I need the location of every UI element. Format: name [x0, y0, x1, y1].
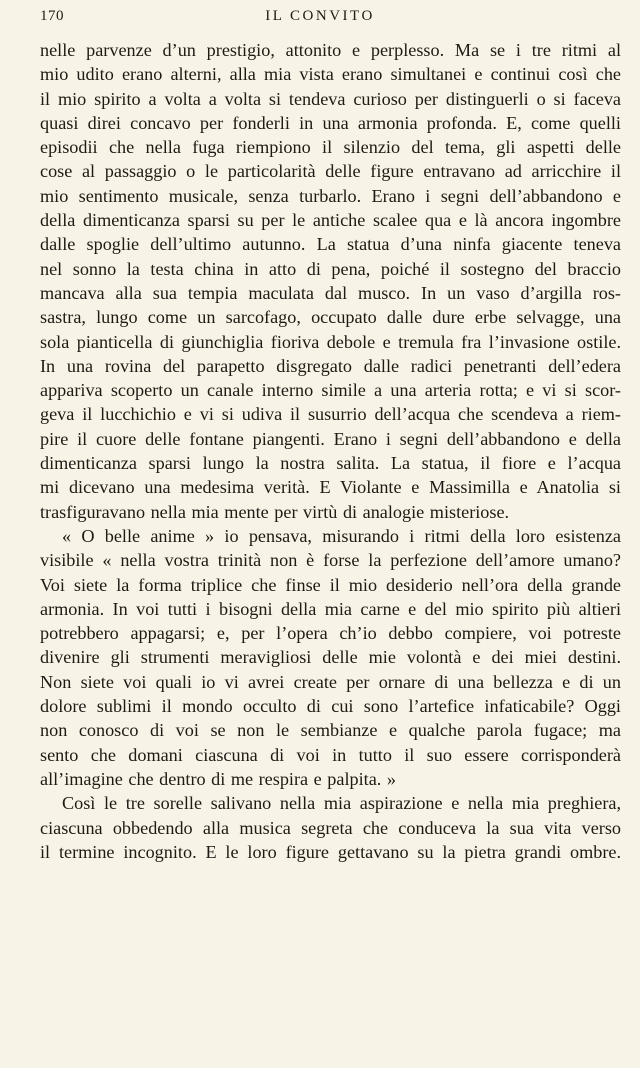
text-line: il mio spirito a volta a volta si tendeva curioso per distinguerli o si faceva	[40, 88, 621, 109]
text-line: pire il cuore delle fontane piangenti. Erano i segni dell’abbandono e della	[40, 428, 621, 449]
text-line: il termine incognito. E le loro figure gettavano su la pietra grandi ombre.	[40, 841, 621, 862]
text-line: dolore sublimi il mondo occulto di cui sono l’artefice infaticabile? Oggi	[40, 696, 621, 717]
text-line: armonia. In voi tutti i bisogni della mia carne e del mio spirito più altieri	[40, 598, 621, 619]
text-line: della dimenticanza sparsi su per le antiche scalee qua e là ancora ingombre	[40, 210, 621, 231]
text-line: Così le tre sorelle salivano nella mia aspirazione e nella mia preghiera,	[62, 793, 621, 814]
text-line: cose al passaggio o le particolarità delle figure entravano ad arricchire il	[40, 161, 621, 182]
text-line: « O belle anime » io pensava, misurando i ritmi della loro esistenza	[62, 525, 621, 546]
paragraph	[40, 38, 621, 524]
running-title: IL CONVITO	[265, 8, 375, 24]
text-line: dimenticanza sparsi lungo la nostra salita. La statua, il fiore e l’acqua	[40, 453, 621, 474]
text-line: ciascuna obbedendo alla musica segreta che conduceva la sua vita verso	[40, 817, 621, 838]
page-header	[40, 8, 600, 30]
text-line: sento che domani ciascuna di voi in tutto il suo essere corrisponderà	[40, 744, 621, 765]
text-line: mio udito erano alterni, alla mia vista erano simultanei e continui così che	[40, 64, 621, 85]
text-line: mi dicevano una medesima verità. E Violante e Massimilla e Anatolia si	[40, 477, 621, 498]
text-line: trasfiguravano nella mia mente per virtù di analogie misteriose.	[40, 501, 510, 522]
text-line: nelle parvenze d’un prestigio, attonito e perplesso. Ma se i tre ritmi al	[40, 40, 621, 60]
text-line: dalle spoglie dell’ultimo autunno. La statua d’una ninfa giacente teneva	[40, 234, 621, 255]
text-line: nel sonno la testa china in atto di pena, poiché il sostegno del braccio	[40, 258, 621, 279]
text-line: sola pianticella di giunchiglia fioriva debole e tremula fra l’invasione ostile.	[40, 331, 621, 352]
text-line: sastra, lungo come un sarcofago, occupato dalle dure erbe selvagge, una	[40, 307, 621, 328]
text-line: Non siete voi quali io vi avrei create per ornare di una bellezza e di un	[40, 671, 621, 692]
page-number: 170	[40, 8, 64, 24]
text-line: Voi siete la forma triplice che finse il mio desiderio nell’ora della grande	[40, 574, 621, 595]
text-line: potrebbero appagarsi; e, per l’opera ch’io debbo compiere, voi potreste	[40, 623, 621, 644]
paragraph	[40, 524, 621, 791]
text-line: In una rovina del parapetto disgregato dalle radici penetranti dell’edera	[40, 355, 621, 376]
text-line: all’imagine che dentro di me respira e palpita. »	[40, 768, 396, 789]
text-line: visibile « nella vostra trinità non è forse la perfezione dell’amore umano?	[40, 550, 621, 571]
paragraph	[40, 791, 621, 864]
body-text	[40, 38, 621, 864]
text-line: quasi direi concavo per fonderli in una armonia profonda. E, come quelli	[40, 112, 621, 133]
text-line: divenire gli strumenti meravigliosi delle mie volontà e dei miei destini.	[40, 647, 621, 668]
text-line: non conosco di voi se non le sembianze e qualche parola fugace; ma	[40, 720, 621, 741]
text-line: mancava alla sua tempia maculata dal musco. In un vaso d’argilla ros-	[40, 282, 621, 303]
text-line: geva il lucchichio e vi si udiva il susurrio dell’acqua che scendeva a riem-	[40, 404, 621, 425]
text-line: mio sentimento musicale, senza turbarlo. Erano i segni dell’abbandono e	[40, 185, 621, 206]
text-line: episodii che nella fuga riempiono il silenzio del tema, gli aspetti delle	[40, 137, 621, 158]
text-line: appariva scoperto un canale interno simile a una arteria rotta; e vi si scor-	[40, 380, 621, 401]
